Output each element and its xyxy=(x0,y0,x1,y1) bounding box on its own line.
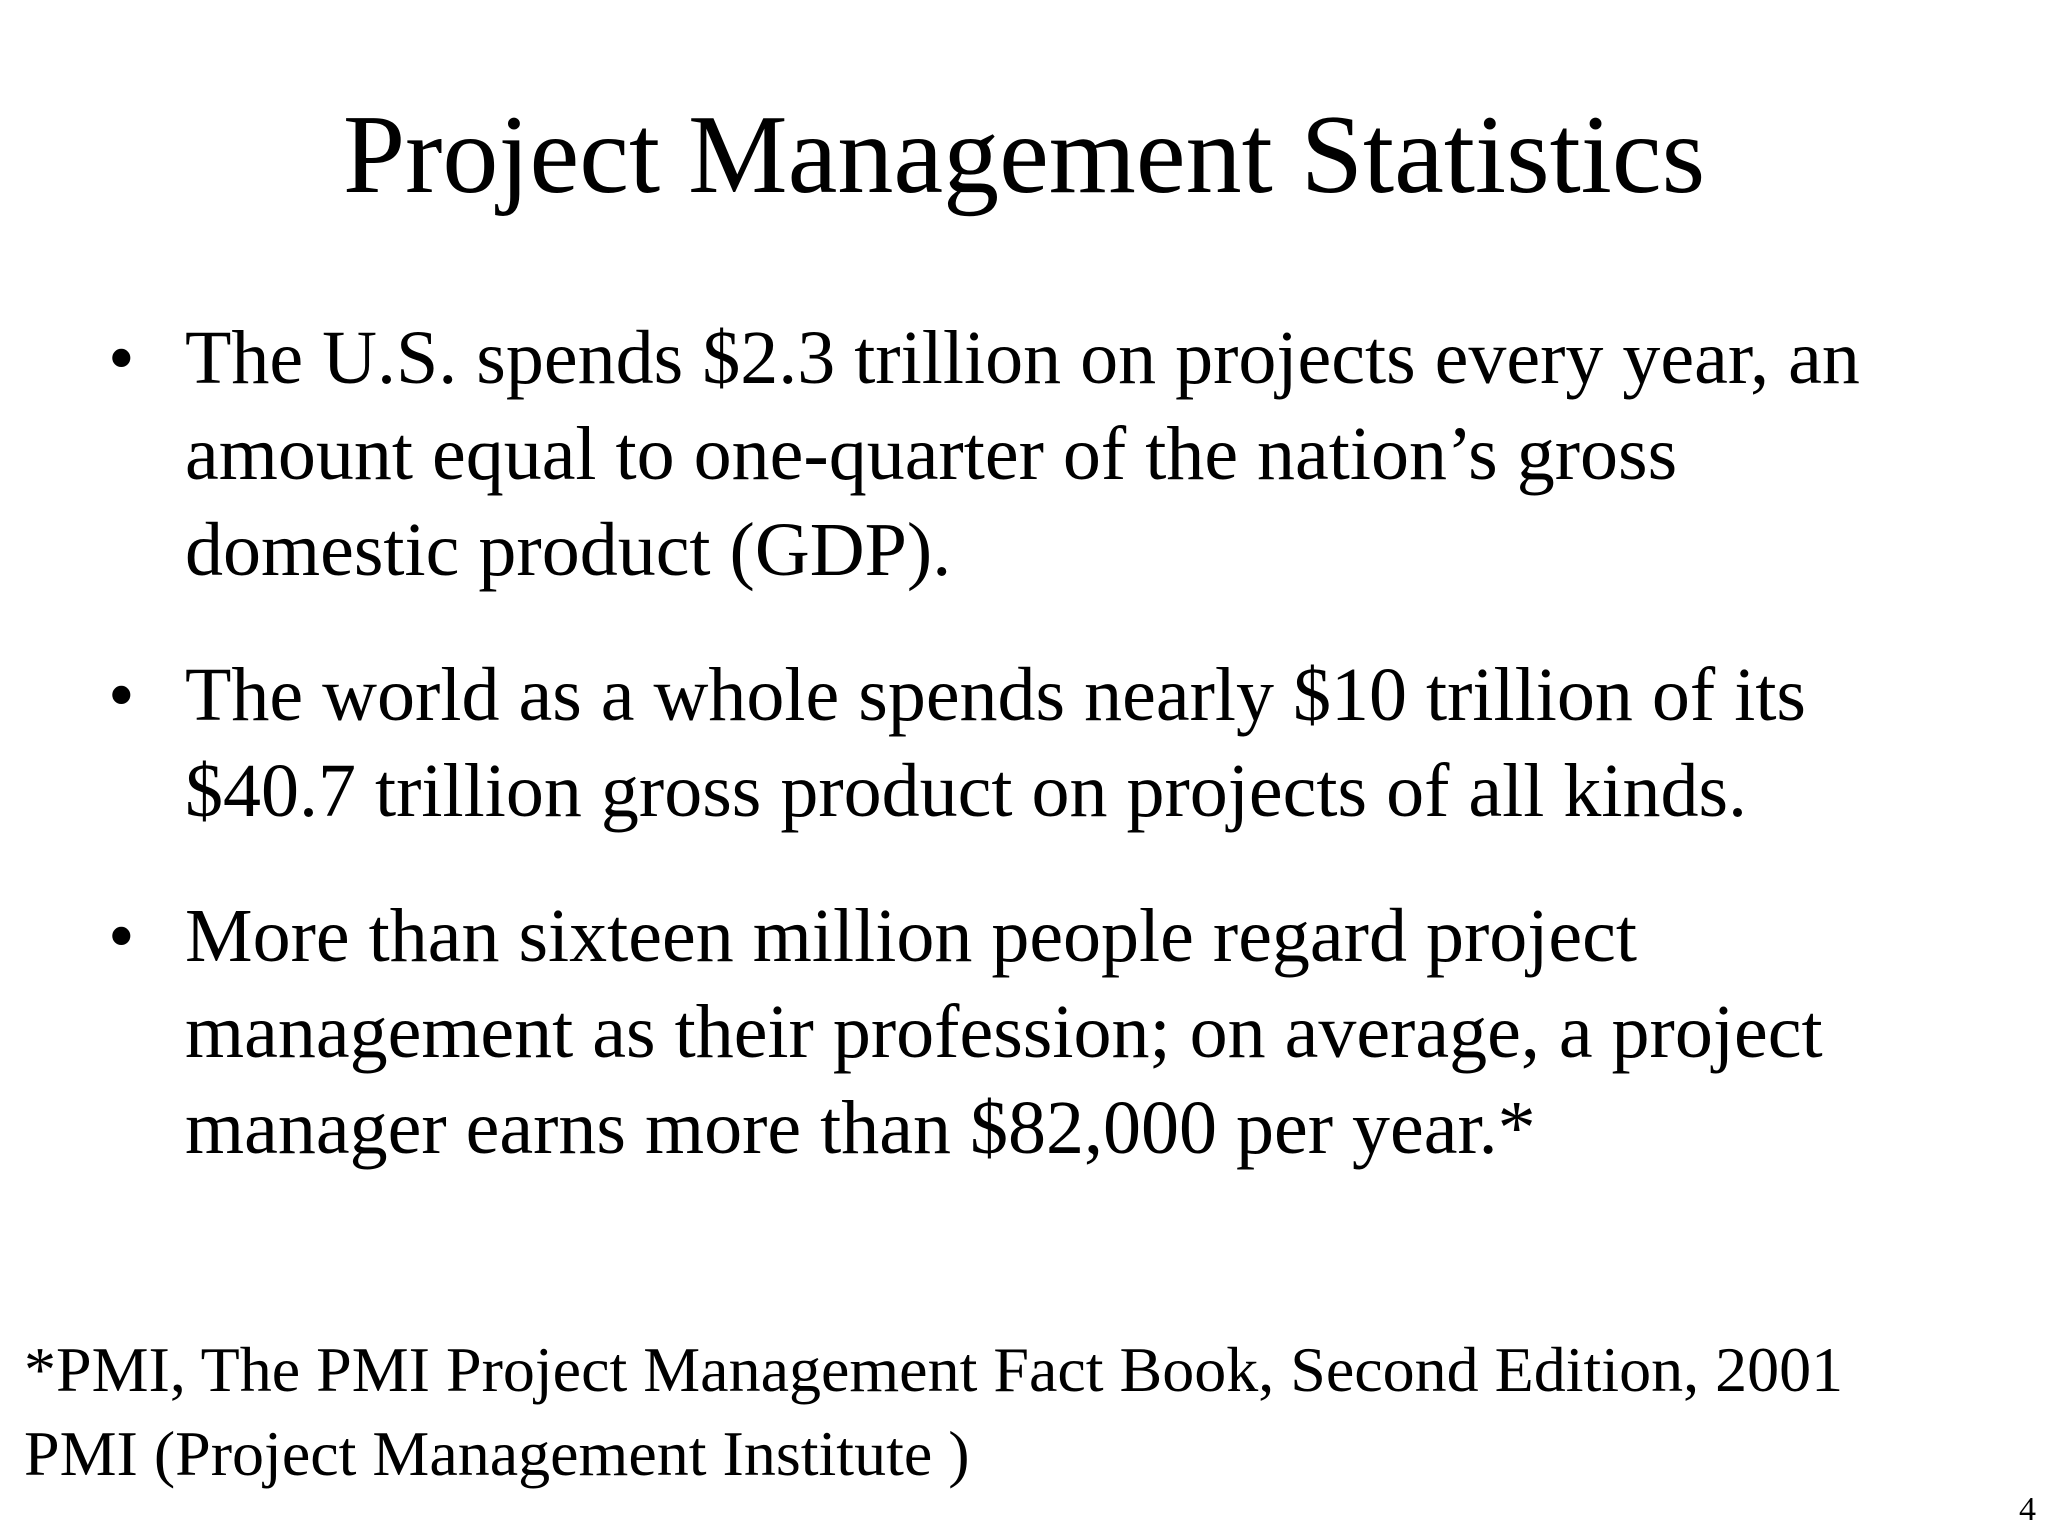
footnote-pmi-definition: PMI (Project Management Institute ) xyxy=(24,1418,970,1489)
bullet-text-line: The U.S. spends $2.3 trillion on projects every year, an xyxy=(185,316,1860,400)
bullet-icon: • xyxy=(108,894,135,978)
bullet-text-line: amount equal to one-quarter of the nation’s gross xyxy=(185,412,1678,496)
footnote-source: *PMI, The PMI Project Management Fact Book, Second Edition, 2001 xyxy=(24,1334,1844,1405)
bullet-text-line: manager earns more than $82,000 per year.* xyxy=(185,1086,1536,1170)
bullet-text-line: $40.7 trillion gross product on projects of all kinds. xyxy=(185,749,1748,833)
bullet-text-line: The world as a whole spends nearly $10 trillion of its xyxy=(185,653,1807,737)
bullet-icon: • xyxy=(108,316,135,400)
bullet-text-line: More than sixteen million people regard project xyxy=(185,894,1637,978)
page-number: 4 xyxy=(2019,1491,2036,1528)
bullet-text-line: domestic product (GDP). xyxy=(185,508,952,592)
bullet-icon: • xyxy=(108,653,135,737)
bullet-text-line: management as their profession; on average, a project xyxy=(185,990,1823,1074)
slide-title: Project Management Statistics xyxy=(342,93,1706,217)
